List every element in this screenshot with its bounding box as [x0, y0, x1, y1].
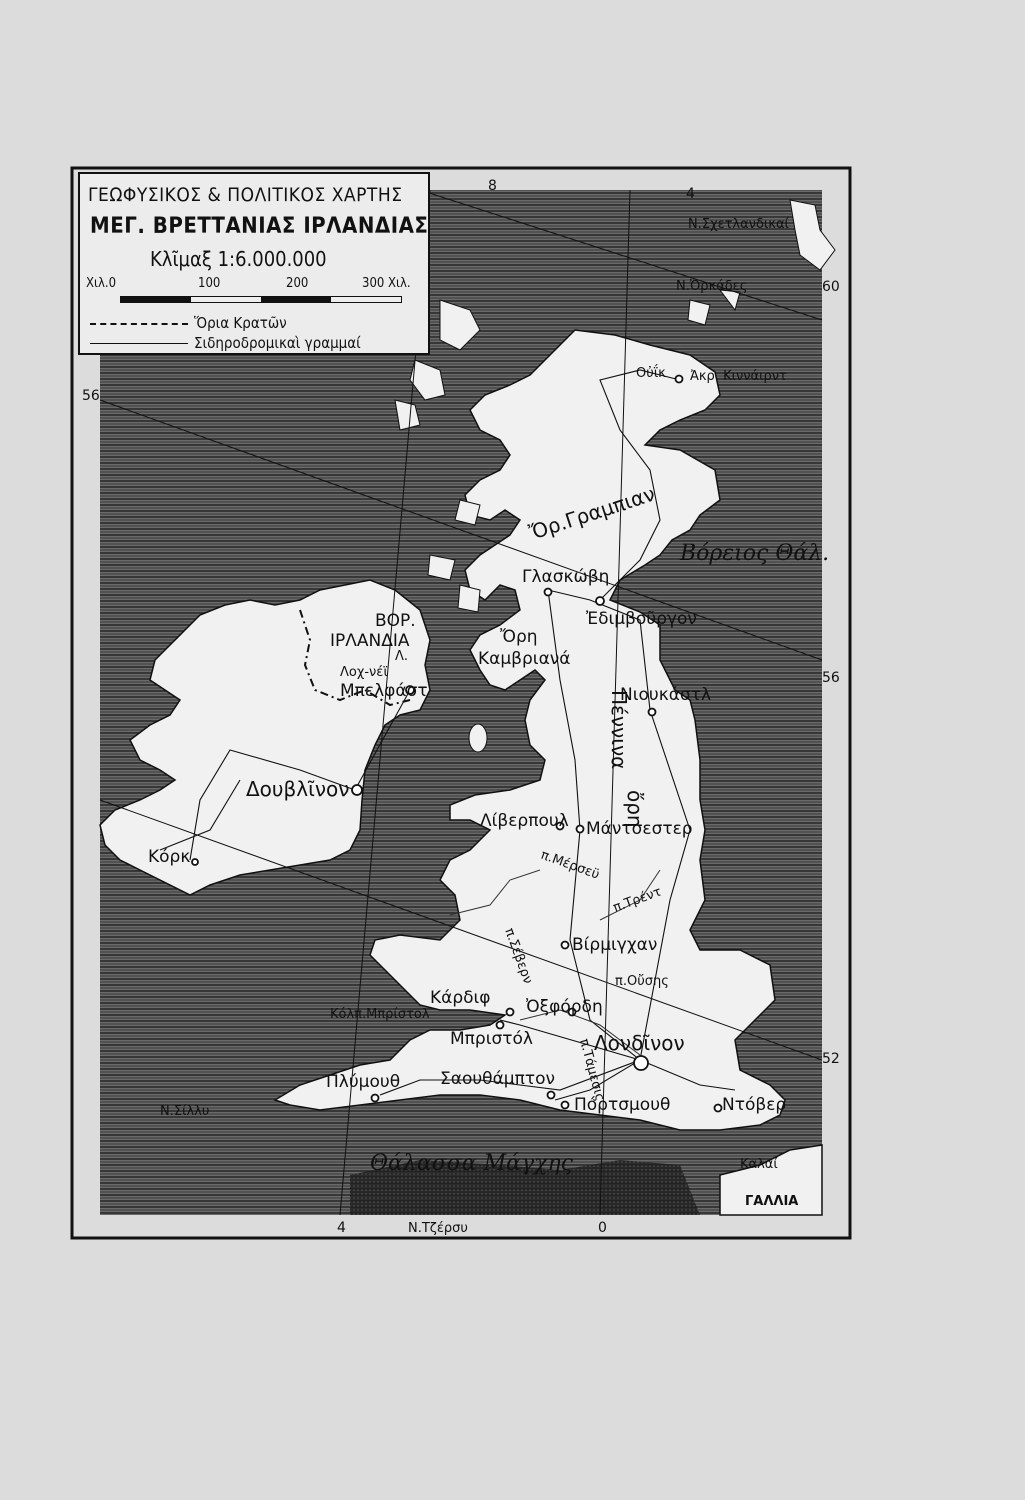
label-plymouth: Πλύμουθ [326, 1072, 401, 1092]
grid-label-right-56: 56 [822, 670, 840, 686]
label-grampian: Ὄρ.Γραμπιαν [526, 481, 658, 545]
label-liverpool: Λίβερπουλ [480, 811, 569, 831]
legend-title-line2: ΜΕΓ. ΒΡΕΤΤΑΝΙΑΣ ΙΡΛΑΝΔΙΑΣ [90, 214, 429, 239]
label-portsmouth: Πόρτσμουθ [574, 1095, 671, 1115]
label-newcastle: Νιουκάστλ [620, 685, 712, 705]
grid-label-bottom-4: 4 [337, 1220, 346, 1236]
label-cambrian-2: Καμβριανά [478, 649, 571, 669]
city-dot-cork [192, 859, 198, 865]
grid-label-right-52: 52 [822, 1051, 840, 1067]
label-lough-2: Λοχ-νέϊ [340, 665, 388, 680]
map-legend [78, 172, 430, 355]
label-severn: π.Σέβερν [501, 926, 536, 986]
label-jersey: Ν.Τζέρσυ [408, 1221, 468, 1236]
label-pennine-2: ὄρη [623, 790, 647, 828]
label-cork: Κόρκ [148, 847, 191, 867]
label-lough-1: Λ. [395, 649, 409, 664]
grid-label-left-56: 56 [82, 388, 100, 404]
city-dot-cardiff [507, 1009, 514, 1016]
city-dot-portsmouth [562, 1102, 569, 1109]
city-dot-plymouth [372, 1095, 379, 1102]
label-manchester: Μάντσεστερ [586, 819, 693, 839]
label-shetland: Ν.Σχετλανδικαί [688, 217, 789, 232]
grid-label-bottom-0: 0 [598, 1220, 607, 1236]
city-dot-glasgow [545, 589, 552, 596]
scale-bar [120, 296, 402, 303]
borders-line-sample [90, 323, 188, 325]
legend-railways-row [90, 334, 361, 352]
label-london: Λονδῖνον [594, 1031, 685, 1055]
label-mersey: π.Μέρσεϋ [538, 847, 602, 883]
scale-tick-100: 100 [198, 276, 221, 291]
isle-of-man [469, 724, 487, 752]
label-scilly: Ν.Σίλλυ [160, 1104, 210, 1119]
legend-scale-text: Κλῖμαξ 1:6.000.000 [150, 247, 327, 271]
city-dot-birmingham [562, 942, 569, 949]
label-trent: π.Τρέντ [611, 884, 664, 916]
legend-title-part2: ΠΟΛΙΤΙΚΟΣ ΧΑΡΤΗΣ [227, 184, 403, 206]
label-belfast: Μπελφάστ [340, 681, 428, 701]
label-north-sea: Βόρειος Θάλ. [680, 541, 830, 566]
label-bristol-channel: Κόλπ.Μπρίστολ [330, 1007, 430, 1022]
label-orkney: Ν.Ὀρκάδες [676, 279, 748, 294]
label-north-ireland-2: ΙΡΛΑΝΔΙΑ [330, 631, 410, 651]
city-dot-dublin [352, 785, 362, 795]
city-dot-newcastle [649, 709, 656, 716]
city-dot-bristol [497, 1022, 504, 1029]
railways-line-sample [90, 343, 188, 344]
label-thames: π.Τάμεσις [576, 1037, 608, 1103]
legend-borders-label: Ὅρια Κρατῶν [194, 314, 287, 332]
grid-label-top-4: 4 [686, 186, 695, 202]
label-edinburgh: Ἐδιμβοῦργον [586, 609, 697, 629]
scale-tick-200: 200 [286, 276, 309, 291]
label-cambrian-1: Ὄρη [500, 627, 538, 647]
label-glasgow: Γλασκώβη [522, 567, 610, 587]
label-southampton: Σαουθάμπτον [440, 1069, 555, 1089]
legend-borders-row [90, 314, 287, 332]
city-dot-edinburgh [596, 597, 604, 605]
city-dot-dover [715, 1105, 722, 1112]
city-dot-southampton [548, 1092, 555, 1099]
label-oxford: Ὀξφόρδη [526, 997, 603, 1017]
city-dot-london [634, 1056, 648, 1070]
label-bristol: Μπριστόλ [450, 1029, 533, 1049]
legend-title-amp: & [207, 184, 222, 206]
legend-title-line1 [88, 184, 403, 206]
scale-tick-0: Χιλ.0 [86, 276, 117, 291]
label-cape: Ἀκρ. Κιννάιρντ [690, 369, 787, 384]
label-channel: Θάλασσα Μάγχης [370, 1151, 573, 1176]
city-dot-manchester [577, 826, 584, 833]
label-pennine-1: Πέννινα [607, 690, 631, 770]
label-cardiff: Κάρδιφ [430, 988, 491, 1008]
label-dublin: Δουβλῖνον [246, 777, 350, 801]
scale-tick-300: 300 Χιλ. [362, 276, 411, 291]
label-birmingham: Βίρμιγχαν [572, 935, 658, 955]
label-calais: Καλαί [740, 1157, 778, 1172]
label-wick: Οὐΐκ [636, 366, 666, 381]
grid-label-top-8: 8 [488, 178, 497, 194]
label-ouse: π.Οὔσης [615, 974, 669, 989]
legend-title-part1: ΓΕΩΦΥΣΙΚΟΣ [88, 184, 202, 206]
city-dot-wick [676, 376, 683, 383]
label-north-ireland-1: ΒΟΡ. [375, 611, 416, 631]
legend-railways-label: Σιδηροδρομικαὶ γραμμαί [194, 334, 361, 352]
grid-label-right-60: 60 [822, 279, 840, 295]
label-france: ΓΑΛΛΙΑ [745, 1194, 799, 1209]
label-dover: Ντόβερ [722, 1095, 787, 1115]
